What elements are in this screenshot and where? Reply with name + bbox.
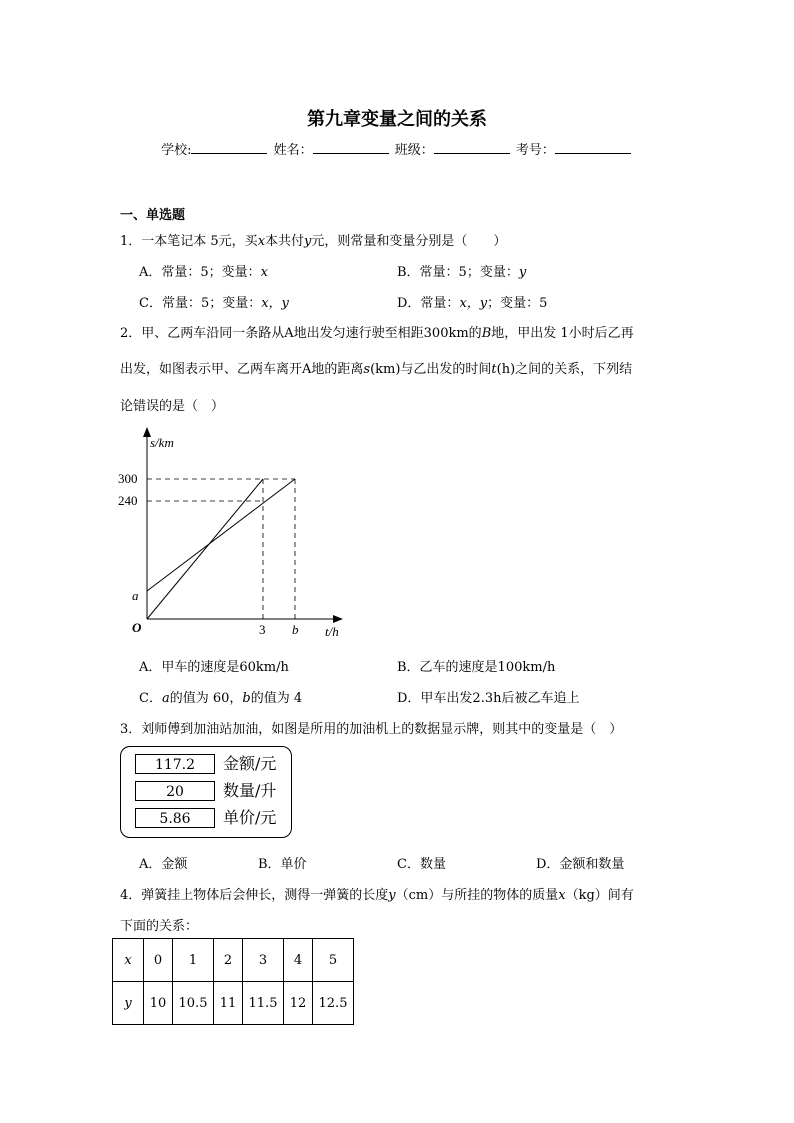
y-tick-300: 300 [118, 471, 138, 486]
pump-quantity-value: 20 [135, 781, 215, 801]
y-tick-a: a [132, 588, 139, 603]
x-tick-3: 3 [259, 622, 266, 637]
pump-amount-value: 117.2 [135, 754, 215, 774]
q3-option-b[interactable]: B．单价 [258, 857, 307, 872]
exam-number-label: 考号： [515, 143, 555, 158]
q1-text-3: 元，则常量和变量分别是（ ） [311, 234, 507, 249]
y-tick-240: 240 [118, 493, 138, 508]
q2-text-3: 出发，如图表示甲、乙两车离开A地的距离 [120, 362, 364, 377]
distance-time-graph [110, 420, 360, 645]
q4-var-x: x [558, 888, 566, 903]
q2-text-4: (km)与乙出发的时间 [370, 362, 492, 377]
q2-option-a[interactable]: A．甲车的速度是60km/h [139, 660, 289, 675]
q1-option-d-text-1: D．常量： [397, 296, 460, 311]
q1-var-x: x [257, 234, 266, 249]
q2-text-5: (h)之间的关系，下列结 [496, 362, 633, 377]
q1-option-b-var: y [518, 265, 527, 280]
origin-label: O [132, 620, 142, 635]
table-header-x: x [113, 939, 144, 982]
table-cell: 10.5 [173, 982, 214, 1025]
table-header-y: y [113, 982, 144, 1025]
q1-option-a[interactable] [139, 261, 268, 280]
q2-option-d[interactable]: D．甲车出发2.3h后被乙车追上 [397, 691, 580, 706]
table-cell: 12 [284, 982, 313, 1025]
q2-text-2: 地，甲出发 1小时后乙再 [491, 326, 634, 341]
table-cell: 5 [313, 939, 354, 982]
exam-number-blank[interactable] [555, 141, 631, 154]
q2-text-1: 2．甲、乙两车沿同一条路从A地出发匀速行驶至相距300km的 [120, 326, 482, 341]
q3-option-c[interactable]: C．数量 [397, 857, 446, 872]
q3-option-a[interactable]: A．金额 [139, 857, 188, 872]
q4-stem-line-2: 下面的关系： [120, 919, 199, 934]
q2-option-c-text-2: 的值为 60， [169, 691, 243, 706]
pump-quantity-label: 数量/升 [223, 781, 277, 800]
class-label: 班级： [394, 143, 434, 158]
q2-option-b[interactable]: B．乙车的速度是100km/h [397, 660, 556, 675]
q1-option-d-var: x，y [459, 296, 488, 311]
table-row-x [113, 939, 354, 982]
pump-unit-price-label: 单价/元 [223, 808, 277, 827]
table-cell: 2 [214, 939, 243, 982]
q4-text-1: 4．弹簧挂上物体后会伸长，测得一弹簧的长度 [120, 888, 389, 903]
q1-option-b-text: B．常量：5；变量： [397, 265, 519, 280]
q3-stem: 3．刘师傅到加油站加油，如图是所用的加油机上的数据显示牌，则其中的变量是（ ） [120, 722, 623, 737]
table-cell: 12.5 [313, 982, 354, 1025]
q2-stem-line-3: 论错误的是（ ） [120, 399, 225, 414]
q1-option-c[interactable] [139, 292, 289, 311]
school-blank[interactable] [191, 141, 267, 154]
q1-option-d[interactable] [397, 292, 547, 311]
q1-option-a-text: A．常量：5；变量： [139, 265, 261, 280]
q2-option-c-var-b: b [242, 691, 251, 706]
q1-option-b[interactable] [397, 261, 526, 280]
q4-stem-line-1 [120, 884, 634, 903]
q2-option-c[interactable] [139, 687, 302, 706]
spring-data-table [112, 938, 354, 1025]
q2-var-s: s [363, 362, 371, 377]
table-cell: 4 [284, 939, 313, 982]
q1-text-2: 本共付 [265, 234, 305, 249]
q2-option-c-text-1: C． [139, 691, 162, 706]
y-axis-label: s/km [150, 435, 174, 450]
q4-text-2: （cm）与所挂的物体的质量 [395, 888, 559, 903]
pump-unit-price-value: 5.86 [135, 808, 215, 828]
name-blank[interactable] [313, 141, 389, 154]
table-cell: 11.5 [243, 982, 284, 1025]
student-info-line [0, 139, 794, 158]
fuel-pump-display [120, 746, 292, 838]
q1-option-c-var: x，y [261, 296, 289, 311]
table-row-y [113, 982, 354, 1025]
table-cell: 0 [144, 939, 173, 982]
table-cell: 10 [144, 982, 173, 1025]
table-cell: 11 [214, 982, 243, 1025]
q2-option-c-text-3: 的值为 4 [250, 691, 303, 706]
q1-option-d-text-2: ；变量：5 [487, 296, 548, 311]
q2-stem-line-2 [120, 358, 632, 377]
q1-option-c-text: C．常量：5；变量： [139, 296, 262, 311]
q4-var-y: y [388, 888, 396, 903]
school-label: 学校: [161, 143, 192, 158]
q3-option-d[interactable]: D．金额和数量 [536, 857, 625, 872]
section-heading: 一、单选题 [120, 208, 186, 223]
q2-var-b-point: B [481, 326, 492, 341]
table-cell: 1 [173, 939, 214, 982]
q2-stem-line-1 [120, 322, 634, 341]
q2-var-t: t [491, 362, 497, 377]
table-cell: 3 [243, 939, 284, 982]
q1-text-1: 1．一本笔记本 5元，买 [120, 234, 258, 249]
q4-text-3: （kg）间有 [565, 888, 634, 903]
x-tick-b: b [292, 622, 299, 637]
q2-option-c-var-a: a [161, 691, 170, 706]
q1-option-a-var: x [260, 265, 269, 280]
x-axis-label: t/h [325, 624, 339, 639]
name-label: 姓名： [273, 143, 313, 158]
class-blank[interactable] [434, 141, 510, 154]
page-title: 第九章变量之间的关系 [307, 109, 487, 130]
pump-amount-label: 金额/元 [223, 754, 277, 773]
car-b-line [147, 479, 263, 619]
car-a-line [147, 479, 295, 591]
q1-var-y: y [304, 234, 312, 249]
q1-stem [120, 230, 506, 249]
